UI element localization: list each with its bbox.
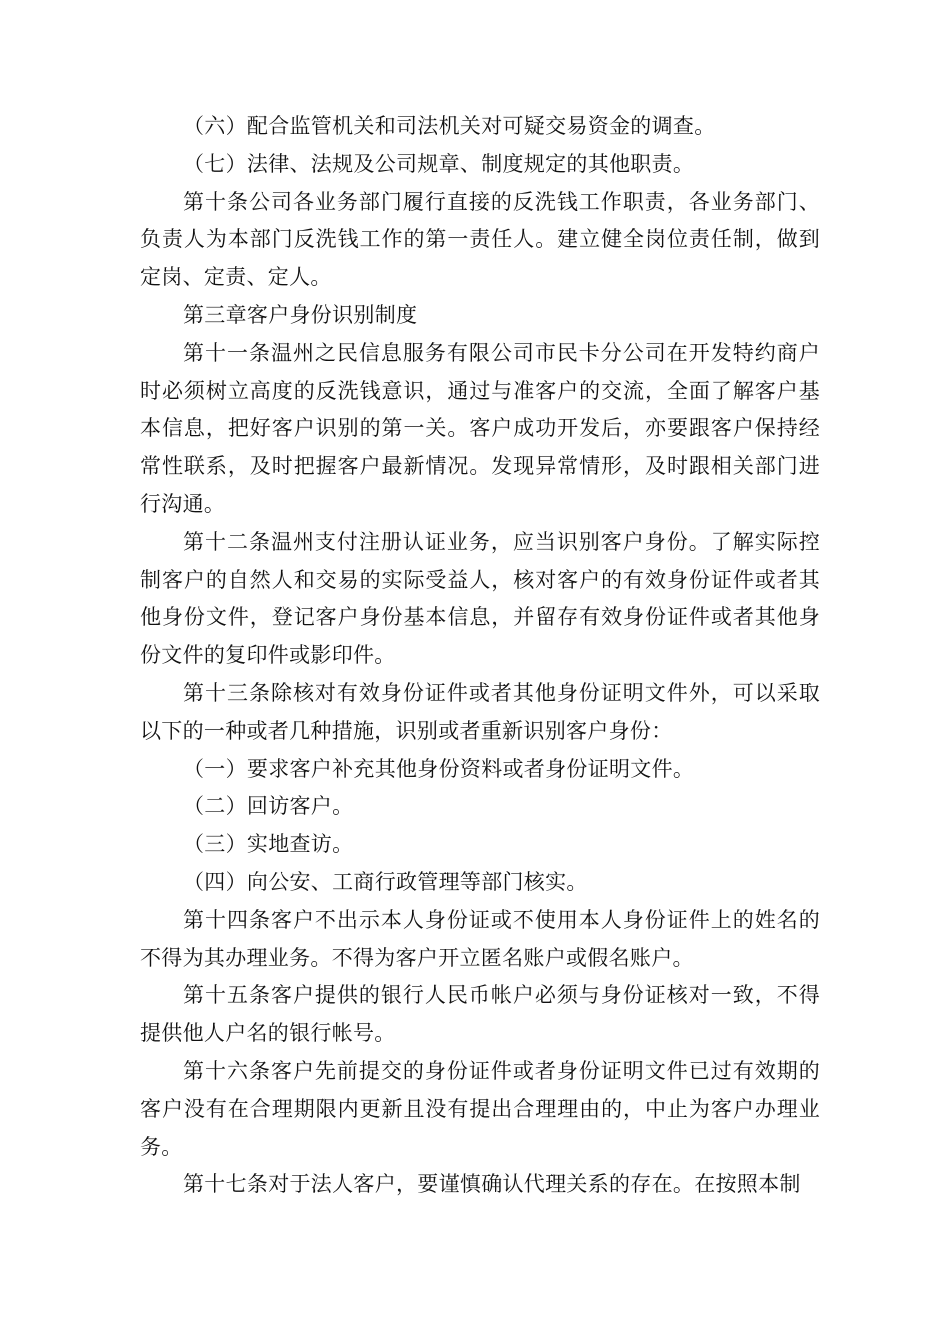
paragraph-article-13: 第十三条除核对有效身份证件或者其他身份证明文件外，可以采取以下的一种或者几种措施，识别或者重新识别客户身份： — [140, 680, 820, 743]
paragraph-article-17: 第十七条对于法人客户，要谨慎确认代理关系的存在。在按照本制 — [183, 1172, 801, 1197]
paragraph-measure-3: （三）实地查访。 — [183, 832, 354, 857]
chapter-heading: 第三章客户身份识别制度 — [183, 302, 418, 327]
paragraph-measure-2: （二）回访客户。 — [183, 794, 354, 819]
paragraph-article-14: 第十四条客户不出示本人身份证或不使用本人身份证件上的姓名的不得为其办理业务。不得为客户开立匿名账户或假名账户。 — [140, 907, 820, 970]
paragraph-duty-6: （六）配合监管机关和司法机关对可疑交易资金的调查。 — [183, 114, 716, 138]
document-body — [140, 108, 820, 1204]
paragraph-measure-1: （一）要求客户补充其他身份资料或者身份证明文件。 — [183, 756, 695, 781]
paragraph-article-16: 第十六条客户先前提交的身份证件或者身份证明文件已过有效期的客户没有在合理期限内更新且没有提出合理理由的，中止为客户办理业务。 — [140, 1058, 820, 1159]
paragraph-duty-7: （七）法律、法规及公司规章、制度规定的其他职责。 — [183, 151, 695, 176]
paragraph-article-10: 第十条公司各业务部门履行直接的反洗钱工作职责，各业务部门、负责人为本部门反洗钱工作的第一责任人。建立健全岗位责任制，做到定岗、定责、定人。 — [140, 189, 820, 290]
paragraph-measure-4: （四）向公安、工商行政管理等部门核实。 — [183, 869, 588, 894]
paragraph-article-11: 第十一条温州之民信息服务有限公司市民卡分公司在开发特约商户时必须树立高度的反洗钱意识，通过与准客户的交流，全面了解客户基本信息，把好客户识别的第一关。客户成功开发后，亦要跟客户保持经常性联系，及时把握客户最新情况。发现异常情形，及时跟相关部门进行沟通。 — [140, 340, 820, 516]
paragraph-article-12: 第十二条温州支付注册认证业务，应当识别客户身份。了解实际控制客户的自然人和交易的实际受益人，核对客户的有效身份证件或者其他身份文件，登记客户身份基本信息，并留存有效身份证件或者其他身份文件的复印件或影印件。 — [140, 529, 820, 668]
paragraph-article-15: 第十五条客户提供的银行人民币帐户必须与身份证核对一致，不得提供他人户名的银行帐号。 — [140, 983, 820, 1046]
